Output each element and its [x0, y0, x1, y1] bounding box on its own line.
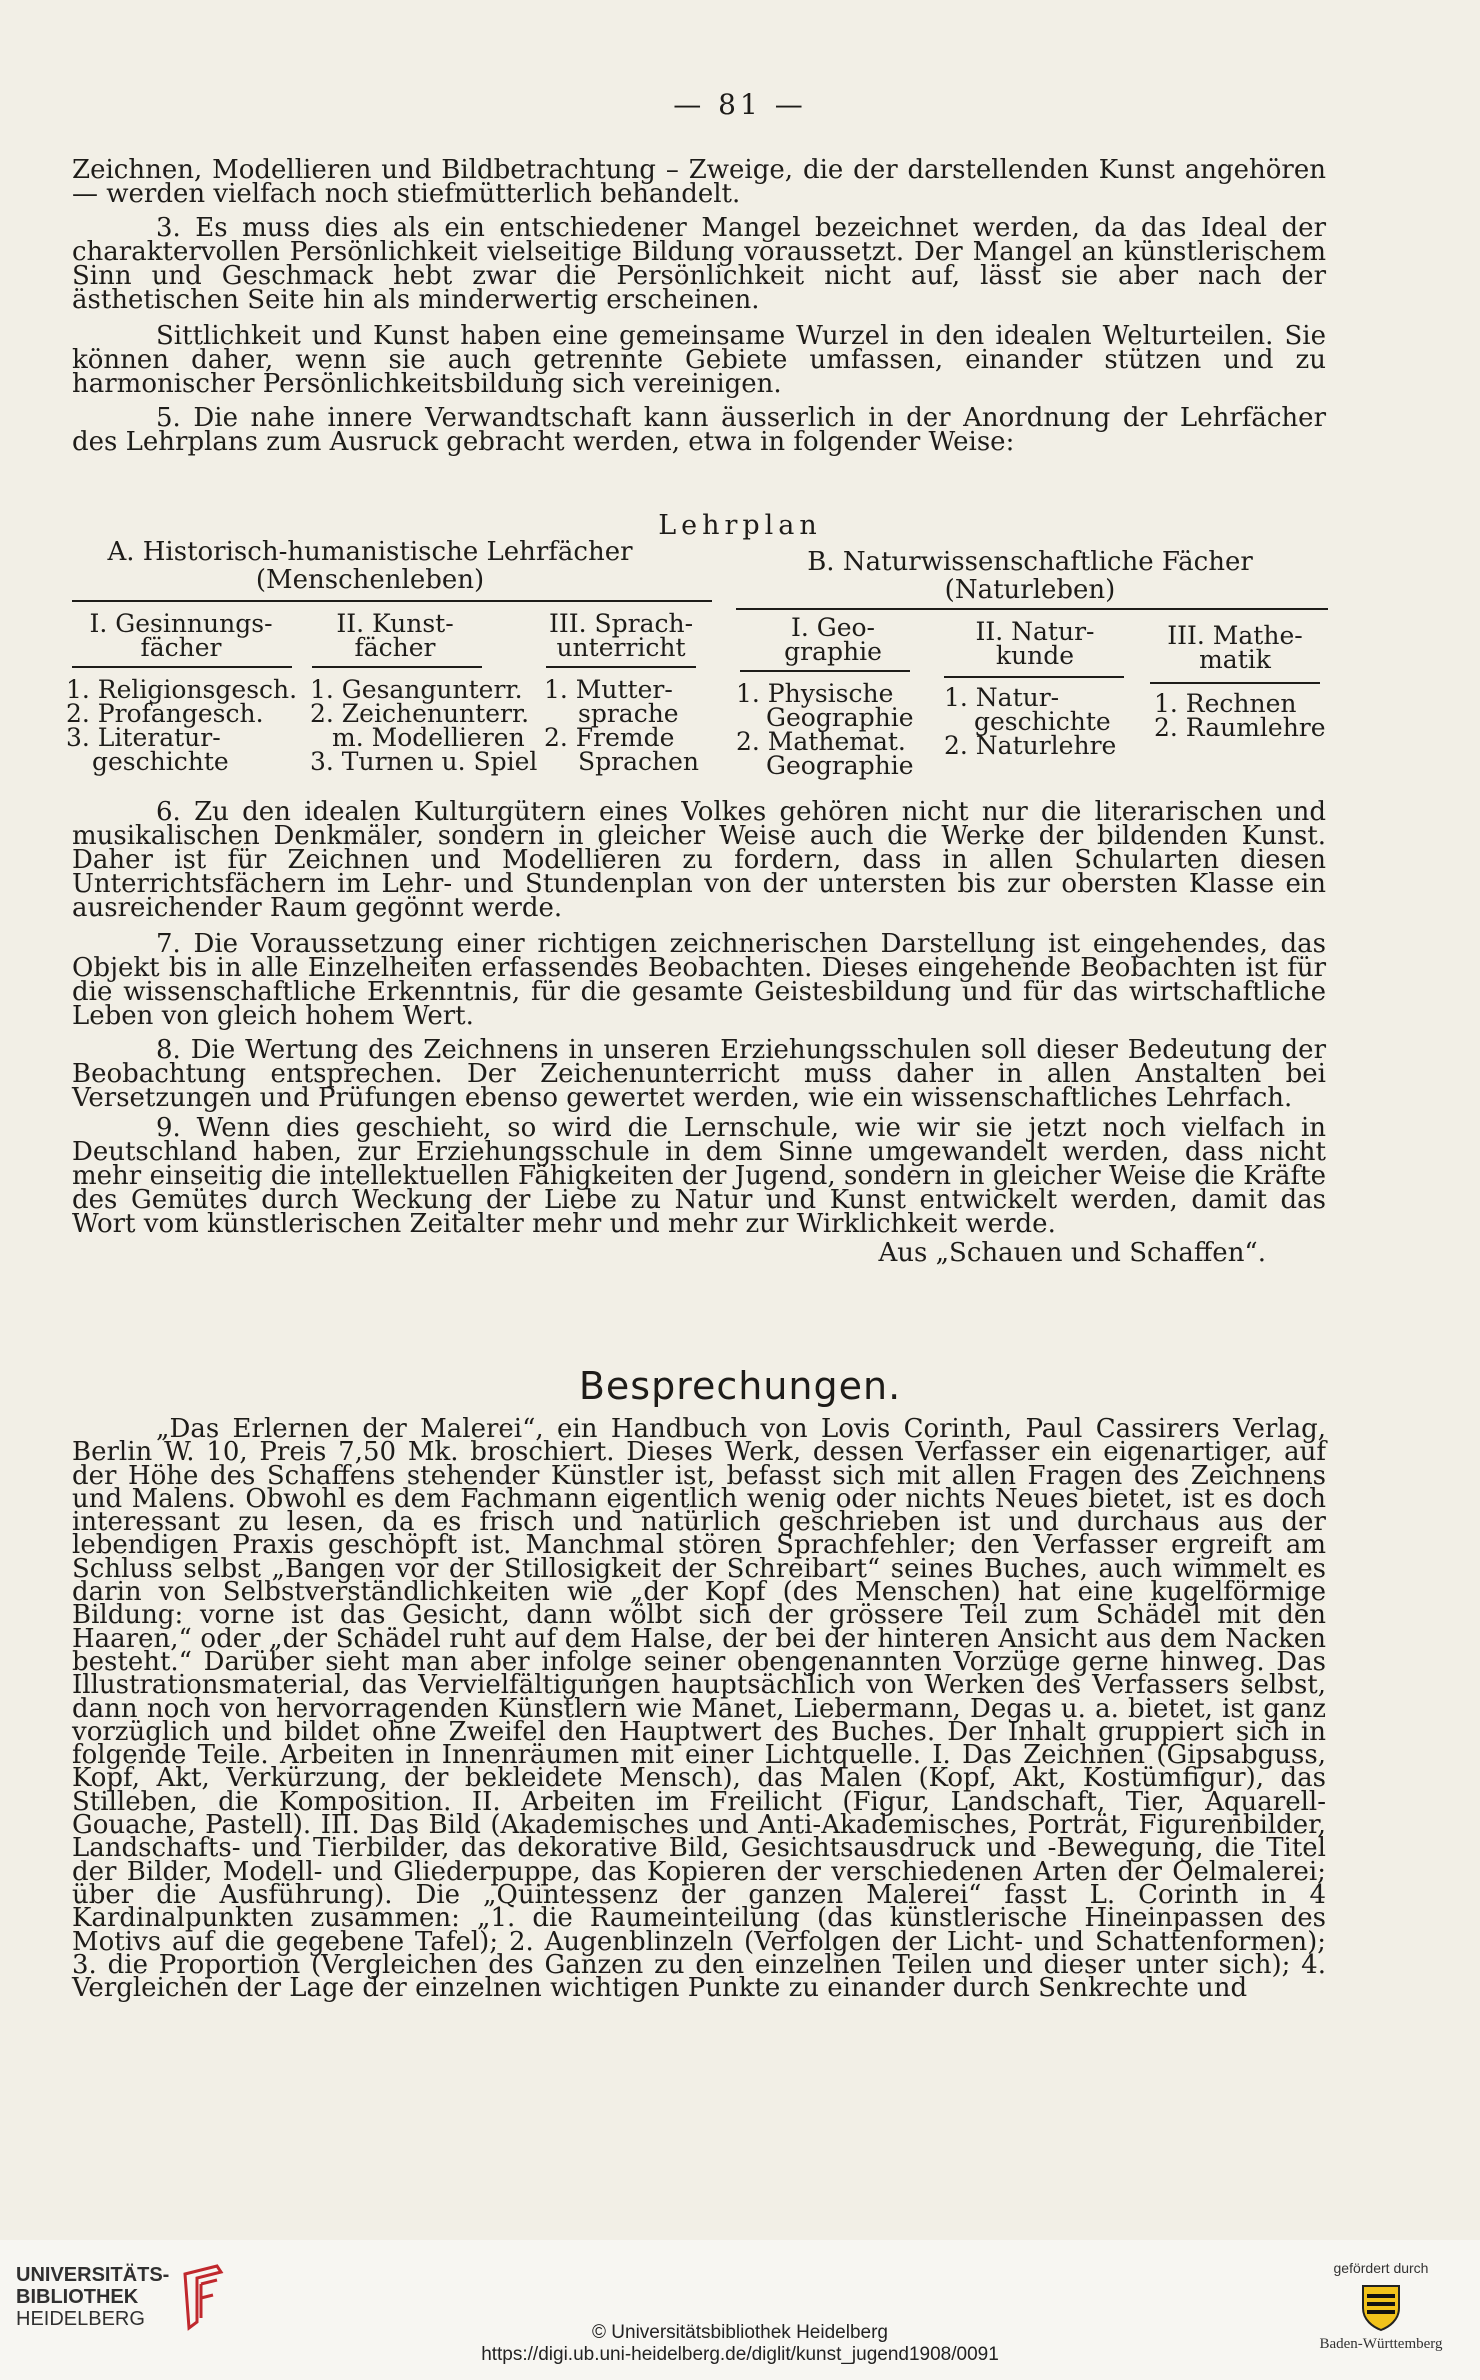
- column-brace: [1150, 682, 1320, 684]
- group-b-heading: [760, 548, 1300, 604]
- funding-notice: [1306, 2260, 1456, 2353]
- review-paragraph: „Das Erlernen der Malerei“, ein Handbuch von Lovis Corinth, Paul Cassirers Verlag, Berlin W. 10, Preis 7,50 Mk. broschiert. Dieses Werk, dessen Verfasser ein eigenartiger, auf der Höhe des Schaffens stehender Künstler ist, befasst sich mit allen Fragen des Zeichnens und Malens. Obwohl es dem Fachmann eigentlich wenig oder nichts Neues bietet, ist es doch interessant zu lesen, da es frisch und natürlich geschrieben ist und durchaus aus der lebendigen Praxis geschöpft ist. Manchmal stören Sprachfehler; den Verfasser ergreift am Schluss selbst „Bangen vor der Stillosigkeit der Schreibart“ seines Buches, auch wimmelt es darin von Selbstverständlichkeiten wie „der Kopf (des Menschen) hat eine kugelförmige Bildung: vorne ist das Gesicht, dann wölbt sich der grössere Teil zum Schädel mit den Haaren,“ oder „der Schädel ruht auf dem Halse, der bei der hinteren Ansicht aus dem Nacken besteht.“ Darüber sieht man aber infolge seiner obengenannten Vorzüge gerne hinweg. Das Illustrationsmaterial, das Vervielfältigungen hauptsächlich von Werken des Verfassers selbst, dann noch von hervorragenden Künstlern wie Manet, Liebermann, Degas u. a. bietet, ist ganz vorzüglich und bildet ohne Zweifel den Hauptwert des Buches. Der Inhalt gruppiert sich in folgende Teile. Arbeiten in Innenräumen mit einer Lichtquelle. I. Das Zeichnen (Gipsabguss, Kopf, Akt, Verkürzung, der bekleidete Mensch), das Malen (Kopf, Akt, Kostümfigur), das Stilleben, die Komposition. II. Arbeiten im Freilicht (Figur, Landschaft, Tier, Aquarell-Gouache, Pastell). III. Das Bild (Akademisches und Anti-Akademisches, Porträt, Figurenbilder, Landschafts- und Tierbilder, das dekorative Bild, Gesichtsausdruck und -Bewegung, die Titel der Bilder, Modell- und Gliederpuppe, das Kopieren der verschiedenen Arten der Oelmalerei; über die Ausführung). Die „Quintessenz der ganzen Malerei“ fasst L. Corinth in 4 Kardinalpunkten zusammen: „1. die Raumeinteilung (das künstlerische Hineinpassen des Motivs auf die gegebene Tafel); 2. Augenblinzeln (Verfolgen der Licht- und Schattenformen); 3. die Proportion (Vergleichen des Ganzen zu den einzelnen Teilen und dieser unter sich); 4. Vergleichen der Lage der einzelnen wichtigen Punkte zu einander durch Senkrechte und: [72, 1414, 1326, 2004]
- copyright-notice: © Universitätsbibliothek Heidelberg: [592, 2322, 888, 2343]
- list-item: 2. Mathemat.: [736, 727, 906, 756]
- list-item: 2. Zeichenunterr.: [310, 699, 530, 728]
- list-item: geschichte: [92, 747, 229, 776]
- paragraph: 6. Zu den idealen Kulturgütern eines Volkes gehören nicht nur die literarischen und musikalischen Denkmäler, sondern in gleicher Weise auch die Werke der bildenden Kunst. Daher ist für Zeichnen und Modellieren zu fordern, dass in allen Schularten diesen Unterrichtsfächern im Lehr- und Stundenplan von der untersten bis zur obersten Klasse ein ausreichender Raum gegönnt werde.: [72, 797, 1326, 923]
- column-header: III. Sprach-: [548, 609, 694, 638]
- list-item: Geographie: [766, 703, 914, 732]
- lehrplan-column-items: [544, 675, 714, 776]
- list-item: 2. Naturlehre: [944, 731, 1117, 760]
- list-item: Geographie: [766, 751, 914, 780]
- lehrplan-column-items: [1154, 689, 1334, 742]
- paragraph: 7. Die Voraussetzung einer richtigen zeichnerischen Darstellung ist eingehendes, das Objekt bis in alle Einzelheiten erfassendes Beobachten. Dieses eingehende Beobachten ist für die wissenschaftliche Erkenntnis, für die gesamte Geistesbildung und für das wirtschaftliche Leben von gleich hohem Wert.: [72, 929, 1326, 1031]
- funder-name: Baden-Württemberg: [1319, 2336, 1443, 2352]
- permalink[interactable]: https://digi.ub.uni-heidelberg.de/diglit/kunst_jugend1908/0091: [481, 2344, 999, 2365]
- column-brace: [72, 666, 292, 668]
- coat-of-arms-icon: [1359, 2282, 1403, 2332]
- column-brace: [740, 670, 910, 672]
- paragraph: 5. Die nahe innere Verwandtschaft kann äusserlich in der Anordnung der Lehrfächer des Lehrplans zum Ausruck gebracht werden, etwa in folgender Weise:: [72, 403, 1326, 457]
- lehrplan-column-items: [66, 675, 302, 776]
- column-header: matik: [1199, 645, 1271, 674]
- list-item: sprache: [578, 699, 679, 728]
- column-brace: [944, 676, 1124, 678]
- source-citation: Aus „Schauen und Schaffen“.: [878, 1238, 1266, 1268]
- column-header: graphie: [784, 637, 882, 666]
- list-item: geschichte: [974, 707, 1111, 736]
- list-item: 1. Rechnen: [1154, 689, 1297, 718]
- list-item: m. Modellieren: [332, 723, 525, 752]
- library-name: [16, 2264, 169, 2330]
- lehrplan-column-items: [310, 675, 538, 776]
- column-header: fächer: [140, 633, 222, 662]
- list-item: 3. Turnen u. Spiel: [310, 747, 538, 776]
- list-item: 2. Profangesch.: [66, 699, 264, 728]
- list-item: 1. Religionsgesch.: [66, 675, 298, 704]
- list-item: Sprachen: [578, 747, 699, 776]
- group-a-brace: [72, 600, 712, 602]
- column-header: II. Natur-: [975, 617, 1095, 646]
- top-text-block: [72, 155, 1326, 457]
- column-header: I. Geo-: [790, 613, 876, 642]
- column-brace: [312, 666, 482, 668]
- paragraph: 3. Es muss dies als ein entschiedener Mangel bezeichnet werden, da das Ideal der charaktervollen Persönlichkeit vielseitige Bildung voraussetzt. Der Mangel an künstlerischem Sinn und Geschmack hebt zwar die Persönlichkeit nicht auf, lässt sie aber nach der ästhetischen Seite hin als minderwertig erscheinen.: [72, 213, 1326, 315]
- paragraph: Sittlichkeit und Kunst haben eine gemeinsame Wurzel in den idealen Welturteilen. Sie können daher, wenn sie auch getrennte Gebiete umfassen, einander stützen und zu harmonischer Persönlichkeitsbildung sich vereinigen.: [72, 321, 1326, 399]
- lehrplan-column: [538, 609, 704, 662]
- middle-text-block: [72, 797, 1326, 1268]
- group-a-subtitle: (Menschenleben): [255, 565, 485, 595]
- lehrplan-column: [66, 609, 296, 662]
- group-b-title: B. Naturwissenschaftliche Fächer: [807, 547, 1253, 577]
- lehrplan-column-items: [944, 683, 1134, 760]
- group-a-heading: [90, 538, 650, 594]
- lehrplan-column: [1150, 621, 1320, 674]
- list-item: 2. Raumlehre: [1154, 713, 1326, 742]
- list-item: 2. Fremde: [544, 723, 675, 752]
- review-text-block: [72, 1414, 1326, 2004]
- library-name-line: BIBLIOTHEK: [16, 2286, 139, 2308]
- list-item: 1. Physische: [736, 679, 894, 708]
- library-name-line: HEIDELBERG: [16, 2308, 145, 2330]
- paragraph: Zeichnen, Modellieren und Bildbetrachtung – Zweige, die der darstellenden Kunst angehören — werden vielfach noch stiefmütterlich behandelt.: [72, 155, 1326, 209]
- library-name-line: UNIVERSITÄTS-: [16, 2264, 170, 2286]
- column-header: kunde: [995, 641, 1075, 670]
- list-item: 1. Mutter-: [544, 675, 673, 704]
- group-b-subtitle: (Naturleben): [944, 575, 1116, 605]
- lehrplan-column: [300, 609, 490, 662]
- list-item: 1. Gesangunterr.: [310, 675, 523, 704]
- page-number: — 81 —: [673, 88, 807, 121]
- lehrplan-column: [748, 613, 918, 666]
- list-item: 1. Natur-: [944, 683, 1060, 712]
- group-b-brace: [736, 608, 1328, 610]
- lehrplan-column-items: [736, 679, 926, 780]
- column-brace: [546, 666, 696, 668]
- column-header: II. Kunst-: [336, 609, 454, 638]
- paragraph: 8. Die Wertung des Zeichnens in unseren Erziehungsschulen soll dieser Bedeutung der Beobachtung entsprechen. Der Zeichenunterricht muss daher in allen Anstalten bei Versetzungen und Prüfungen ebenso gewertet werden, wie ein wissenschaftliches Lehrfach.: [72, 1035, 1326, 1113]
- column-header: unterricht: [556, 633, 686, 662]
- column-header: III. Mathe-: [1167, 621, 1303, 650]
- column-header: fächer: [354, 633, 436, 662]
- lehrplan-title: Lehrplan: [658, 510, 822, 541]
- funded-by-label: gefördert durch: [1333, 2260, 1429, 2276]
- lehrplan-column: [950, 617, 1120, 670]
- paragraph: 9. Wenn dies geschieht, so wird die Lernschule, wie wir sie jetzt noch vielfach in Deutschland haben, zur Erziehungsschule in dem Sinne umgewandelt werden, dass nicht mehr einseitig die intellektuellen Fähigkeiten der Jugend, sondern in gleicher Weise die Kräfte des Gemütes durch Weckung der Liebe zu Natur und Kunst entwickelt werden, damit das Wort vom künstlerischen Zeitalter mehr und mehr zur Wirklichkeit werde.: [72, 1113, 1326, 1239]
- footer: [0, 2240, 1480, 2380]
- section-heading: Besprechungen.: [578, 1364, 902, 1408]
- column-header: I. Gesinnungs-: [89, 609, 273, 638]
- group-a-title: A. Historisch-humanistische Lehrfächer: [107, 537, 633, 567]
- list-item: 3. Literatur-: [66, 723, 221, 752]
